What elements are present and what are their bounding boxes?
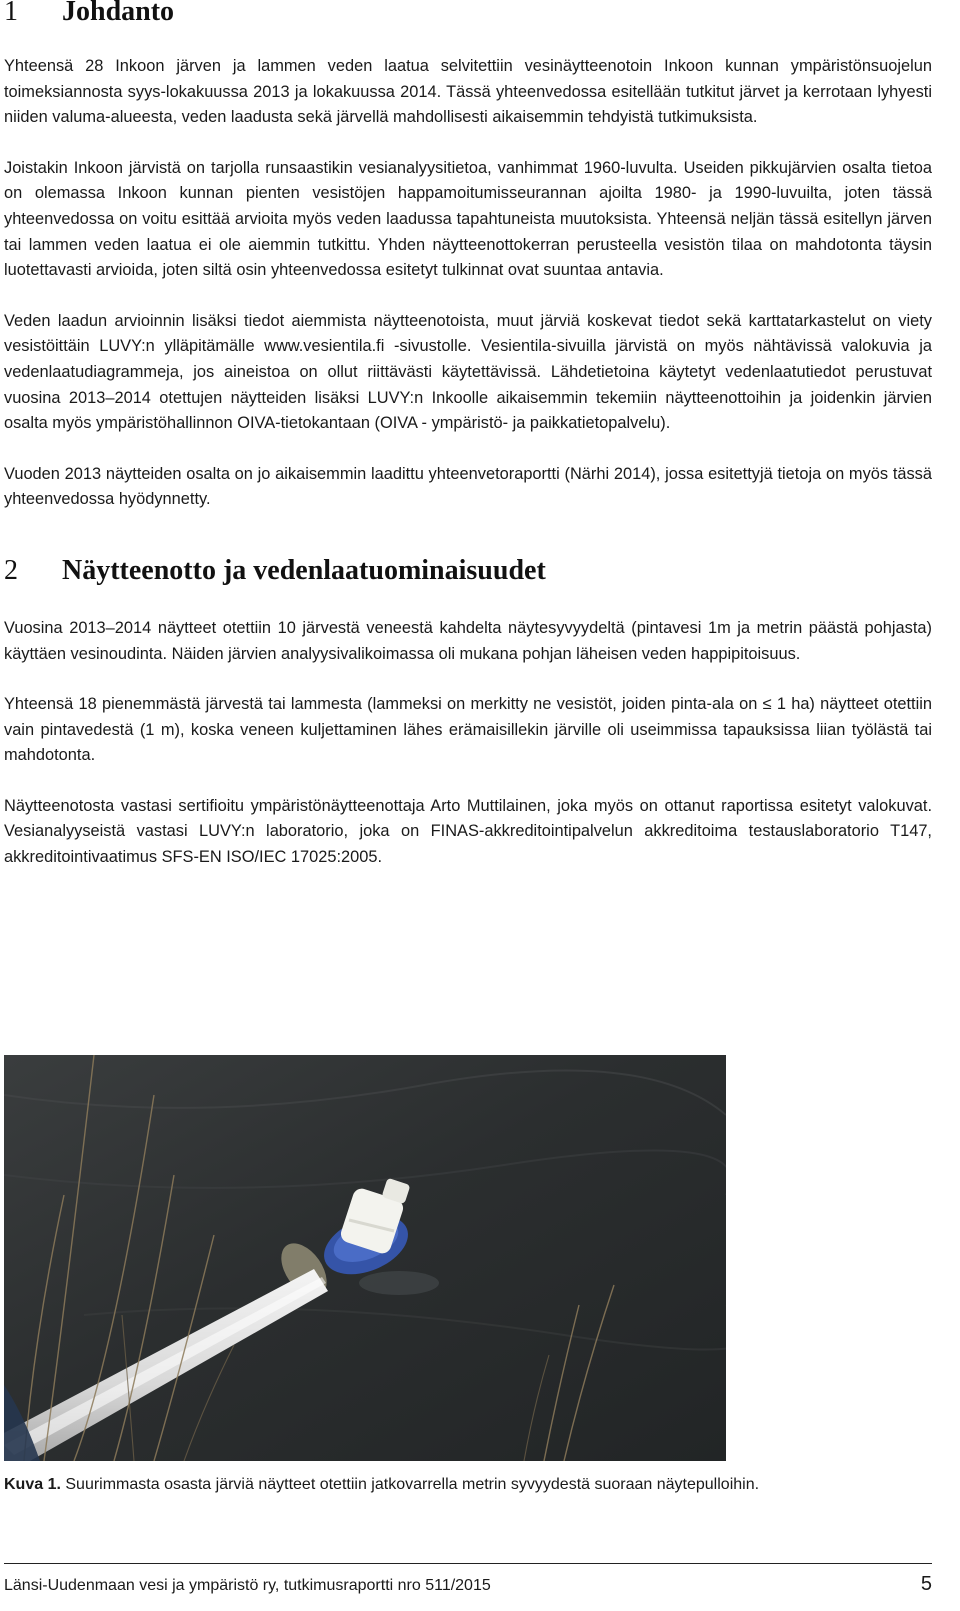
footer-publisher: Länsi-Uudenmaan vesi ja ympäristö ry, tutkimusraportti nro 511/2015 [4, 1577, 491, 1594]
paragraph: Yhteensä 18 pienemmästä järvestä tai lammesta (lammeksi on merkitty ne vesistöt, joiden pinta-ala on ≤ 1 ha) näytteet otettiin vain pintavedestä (1 m), koska veneen kuljettaminen lähes erämaisillekin järville oli useimmissa tapauksissa liian työlästä tai mahdotonta. [4, 695, 932, 765]
page-content [4, 0, 932, 871]
figure-caption [4, 1474, 932, 1496]
page-number: 5 [920, 1573, 932, 1595]
sampling-photo-illustration [4, 1055, 726, 1461]
figure-caption-text: Suurimmasta osasta järviä näytteet otettiin jatkovarrella metrin syvyydestä suoraan näytepulloihin. [60, 1476, 760, 1493]
section-heading-naytteenotto [4, 554, 932, 586]
section-title: Johdanto [62, 0, 175, 27]
section-title: Näytteenotto ja vedenlaatuominaisuudet [62, 554, 546, 586]
section-heading-johdanto [4, 0, 932, 26]
paragraph: Näytteenotosta vastasi sertifioitu ympäristönäytteenottaja Arto Muttilainen, joka myös on ottanut raportissa esitetyt valokuvat. Vesianalyyseistä vastasi LUVY:n laboratorio, joka on FINAS-akkreditointipalvelun akkreditoima testauslaboratorio T147, akkreditointivaatimus SFS-EN ISO/IEC 17025:2005. [4, 796, 932, 867]
paragraph: Veden laadun arvioinnin lisäksi tiedot aiemmista näytteenotoista, muut järviä koskevat tiedot sekä karttatarkastelut on viety vesistöittäin LUVY:n ylläpitämälle www.vesientila.fi -sivustolle. Vesientila-sivuilla järvistä on myös nähtävissä valokuvia ja vedenlaatudiagrammeja, jos aineistoa on ollut riittävästi käytettävissä. Lähdetietoina käytetyt vedenlaatutiedot perustuvat vuosina 2013–2014 otettujen näytteiden lisäksi LUVY:n Inkoolle aikaisemmin tekemiin näytteenottoihin ja joidenkin järvien osalta myös ympäristöhallinnon OIVA-tietokantaan (OIVA - ympäristö- ja paikkatietopalvelu). [4, 311, 932, 433]
sampling-photo [4, 1055, 726, 1461]
paragraph: Vuosina 2013–2014 näytteet otettiin 10 järvestä veneestä kahdelta näytesyvyydeltä (pintavesi 1m ja metrin päästä pohjasta) käyttäen vesinoudinta. Näiden järvien analyysivalikoimassa oli mukana pohjan läheisen veden happipitoisuus. [4, 618, 932, 663]
footer-divider [4, 1563, 932, 1564]
paragraph: Yhteensä 28 Inkoon järven ja lammen veden laatua selvitettiin vesinäytteenotoin Inkoon kunnan ympäristönsuojelun toimeksiannosta syys-lokakuussa 2013 ja lokakuussa 2014. Tässä yhteenvedossa esitellään tutkitut järvet ja kerrotaan lyhyesti niiden valuma-alueesta, veden laadusta sekä järvellä mahdollisesti aikaisemmin tehdyistä tutkimuksista. [4, 57, 932, 127]
section-number: 1 [4, 0, 18, 27]
paragraph: Joistakin Inkoon järvistä on tarjolla runsaastikin vesianalyysitietoa, vanhimmat 1960-luvulta. Useiden pikkujärvien osalta tietoa on olemassa Inkoon kunnan pienten vesistöjen happamoitumisseurannan ajoilta 1980- ja 1990-luvuilta, joten tässä yhteenvedossa on voitu esittää arvioita myös veden laadussa tapahtuneista muutoksista. Yhteensä neljän tässä esitellyn järven tai lammen veden laatua ei ole aiemmin tutkittu. Yhden näytteenottokerran perusteella vesistön tilaa on mahdotonta täysin luotettavasti arvioida, joten siltä osin yhteenvedossa esitetyt tulkinnat ovat suuntaa antavia. [4, 158, 932, 280]
figure-caption-label: Kuva 1. [4, 1476, 61, 1493]
paragraph: Vuoden 2013 näytteiden osalta on jo aikaisemmin laadittu yhteenvetoraportti (Närhi 2014), jossa esitettyjä tietoja on myös tässä yhteenvedossa hyödynnetty. [4, 464, 932, 509]
section-number: 2 [4, 554, 18, 586]
